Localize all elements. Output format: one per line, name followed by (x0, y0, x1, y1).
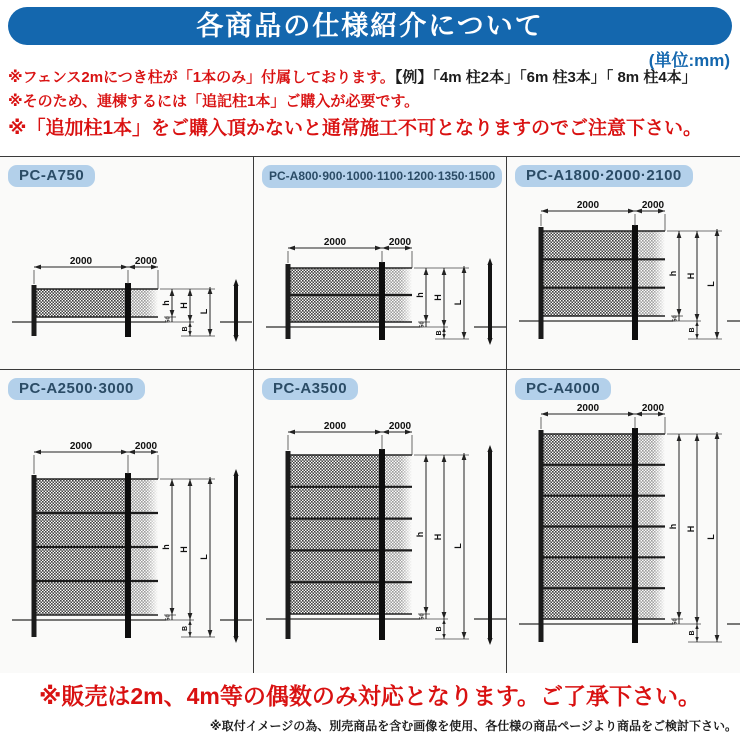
svg-text:50: 50 (165, 614, 172, 621)
page-title: 各商品の仕様紹介について (196, 10, 544, 41)
fence-diagram-svg (6, 189, 252, 361)
product-code-label: PC-A4000 (515, 378, 611, 400)
svg-text:B: B (689, 327, 696, 333)
svg-text:50: 50 (419, 321, 426, 328)
svg-text:2000: 2000 (323, 421, 347, 432)
svg-text:h: h (668, 523, 678, 530)
notice-line-1-example: 【例】「4m 柱2本」「6m 柱3本」「 8m 柱4本」 (394, 69, 697, 86)
spec-grid (0, 156, 740, 672)
spec-panel-5 (253, 369, 506, 673)
svg-text:L: L (706, 281, 716, 287)
fence-diagram (513, 189, 740, 361)
svg-text:50: 50 (165, 316, 172, 323)
page-header (8, 7, 732, 45)
unit-label: (単位:mm) (648, 51, 730, 70)
svg-text:B: B (689, 630, 696, 636)
fence-diagram (260, 190, 506, 362)
fence-diagram (6, 189, 253, 361)
svg-text:2000: 2000 (69, 256, 93, 267)
svg-text:h: h (415, 292, 425, 298)
svg-text:L: L (453, 543, 463, 549)
footer-sales-notice: ※販売は2m、4m等の偶数のみ対応となります。ご了承下さい。 (38, 683, 701, 709)
notice-line-1-red: ※フェンス2mにつき柱が「1本のみ」付属しております。 (8, 69, 395, 86)
spec-panel-2 (253, 157, 506, 369)
product-code-label: PC-A750 (8, 165, 95, 187)
svg-text:H: H (686, 525, 696, 533)
svg-text:B: B (182, 326, 189, 332)
fence-diagram-svg (513, 189, 740, 361)
svg-text:2000: 2000 (323, 237, 347, 248)
svg-text:h: h (415, 531, 425, 538)
footer-disclaimer: ※取付イメージの為、別売商品を含む画像を使用、各仕様の商品ページより商品をご検討下さい。 (209, 719, 737, 733)
svg-text:2000: 2000 (388, 421, 412, 432)
svg-text:2000: 2000 (134, 256, 158, 267)
svg-text:H: H (179, 546, 189, 553)
fence-diagram-svg (260, 190, 506, 362)
svg-text:H: H (179, 302, 189, 309)
notice-line-1 (8, 69, 736, 86)
svg-text:50: 50 (419, 613, 426, 620)
svg-text:h: h (668, 270, 678, 277)
spec-panel-4 (0, 369, 253, 673)
svg-text:h: h (161, 544, 171, 550)
svg-text:L: L (706, 534, 716, 540)
svg-text:2000: 2000 (69, 441, 93, 452)
spec-panel-3 (506, 157, 740, 369)
svg-text:B: B (436, 626, 443, 632)
svg-text:50: 50 (672, 618, 679, 625)
spec-panel-6 (506, 369, 740, 673)
notice-line-3: ※「追加柱1本」をご購入頂かないと通常施工不可となりますのでご注意下さい。 (8, 117, 703, 139)
warning-notices (8, 69, 736, 139)
svg-text:2000: 2000 (134, 441, 158, 452)
svg-text:L: L (453, 299, 463, 306)
svg-text:L: L (199, 554, 209, 560)
svg-text:50: 50 (672, 315, 679, 322)
fence-diagram-svg (513, 402, 740, 670)
product-code-label: PC-A3500 (262, 378, 358, 400)
svg-text:B: B (182, 625, 189, 632)
svg-text:2000: 2000 (576, 200, 600, 211)
spec-panel-1 (0, 157, 253, 369)
notice-line-2: ※そのため、連棟するには「追記柱1本」ご購入が必要です。 (8, 93, 420, 111)
svg-text:L: L (199, 308, 209, 315)
product-code-label: PC-A2500·3000 (8, 378, 145, 400)
fence-diagram (6, 402, 253, 670)
svg-text:H: H (433, 533, 443, 541)
svg-text:2000: 2000 (576, 403, 600, 414)
product-code-label: PC-A1800·2000·2100 (515, 165, 693, 187)
fence-diagram (260, 402, 506, 670)
svg-text:h: h (161, 300, 171, 306)
fence-diagram-svg (6, 402, 252, 670)
product-code-label: PC-A800·900·1000·1100·1200·1350·1500 (262, 165, 502, 188)
fence-diagram (513, 402, 740, 670)
fence-diagram-svg (260, 402, 506, 670)
svg-text:2000: 2000 (641, 403, 665, 414)
svg-text:2000: 2000 (388, 237, 412, 248)
svg-text:B: B (436, 330, 443, 336)
svg-text:2000: 2000 (641, 200, 665, 211)
svg-text:H: H (433, 294, 443, 301)
svg-text:H: H (686, 272, 696, 280)
